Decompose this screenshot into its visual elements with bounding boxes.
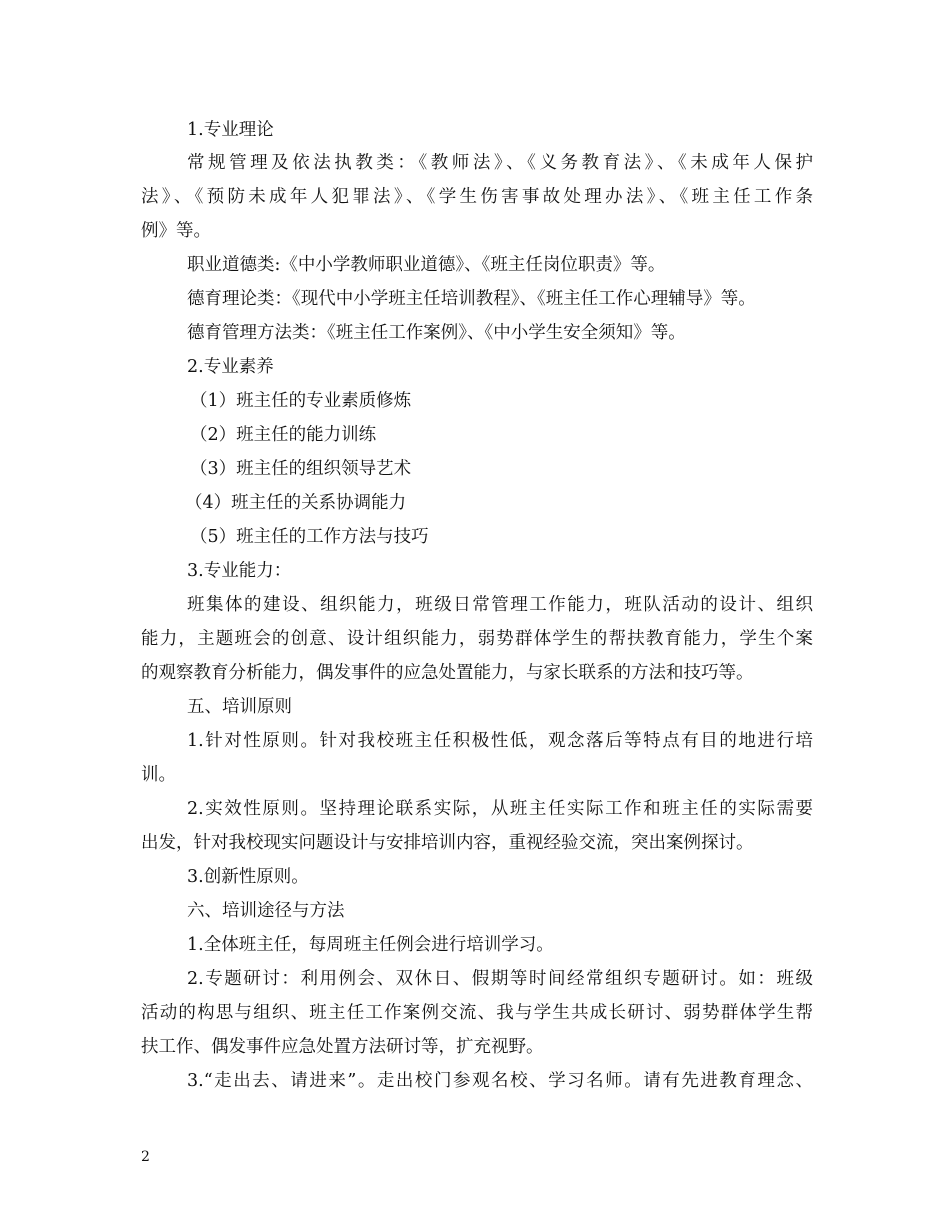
paragraph-line: 出发，针对我校现实问题设计与安排培训内容，重视经验交流，突出案例探讨。 <box>141 833 754 853</box>
list-item: （4）班主任的关系协调能力 <box>185 493 407 513</box>
paragraph-line: 训。 <box>141 765 176 785</box>
heading-professional-ability: 3.专业能力： <box>187 561 292 581</box>
paragraph-line: 扶工作、偶发事件应急处置方法研讨等，扩充视野。 <box>141 1037 544 1057</box>
paragraph-line: 常规管理及依法执教类：《教师法》、《义务教育法》、《未成年人保护 <box>187 153 813 173</box>
heading-professional-theory: 1.专业理论 <box>187 120 274 140</box>
list-item: （3）班主任的组织领导艺术 <box>190 459 412 479</box>
list-item: （2）班主任的能力训练 <box>190 425 377 445</box>
paragraph-line: 的观察教育分析能力，偶发事件的应急处置能力，与家长联系的方法和技巧等。 <box>141 663 754 683</box>
paragraph-line: 职业道德类:《中小学教师职业道德》、《班主任岗位职责》等。 <box>187 255 666 275</box>
paragraph-line: 例》等。 <box>141 221 211 241</box>
section-heading-training-principles: 五、培训原则 <box>187 697 292 717</box>
paragraph-line: 1.全体班主任，每周班主任例会进行培训学习。 <box>187 935 554 955</box>
paragraph-line: 活动的构思与组织、班主任工作案例交流、我与学生共成长研讨、弱势群体学生帮 <box>141 1003 813 1023</box>
paragraph-line: 2.专题研讨：利用例会、双休日、假期等时间经常组织专题研讨。如：班级 <box>187 969 813 989</box>
paragraph-line: 班集体的建设、组织能力，班级日常管理工作能力，班队活动的设计、组织 <box>187 595 813 615</box>
paragraph-line: 3.创新性原则。 <box>187 867 309 887</box>
paragraph-line: 2.实效性原则。坚持理论联系实际，从班主任实际工作和班主任的实际需要 <box>187 799 813 819</box>
heading-professional-quality: 2.专业素养 <box>187 357 274 377</box>
paragraph-line: 能力，主题班会的创意、设计组织能力，弱势群体学生的帮扶教育能力，学生个案 <box>141 629 813 649</box>
paragraph-line: 1.针对性原则。针对我校班主任积极性低，观念落后等特点有目的地进行培 <box>187 731 813 751</box>
paragraph-line: 德育理论类：《现代中小学班主任培训教程》、《班主任工作心理辅导》等。 <box>187 289 756 309</box>
paragraph-line: 3.“走出去、请进来”。走出校门参观名校、学习名师。请有先进教育理念、 <box>187 1071 813 1091</box>
paragraph-line: 德育管理方法类：《班主任工作案例》、《中小学生安全须知》等。 <box>187 323 686 343</box>
list-item: （1）班主任的专业素质修炼 <box>190 391 412 411</box>
section-heading-training-methods: 六、培训途径与方法 <box>187 901 345 921</box>
paragraph-line: 法》、《预防未成年人犯罪法》、《学生伤害事故处理办法》、《班主任工作条 <box>141 187 813 207</box>
list-item: （5）班主任的工作方法与技巧 <box>190 527 429 547</box>
page-number: 2 <box>141 1149 150 1165</box>
